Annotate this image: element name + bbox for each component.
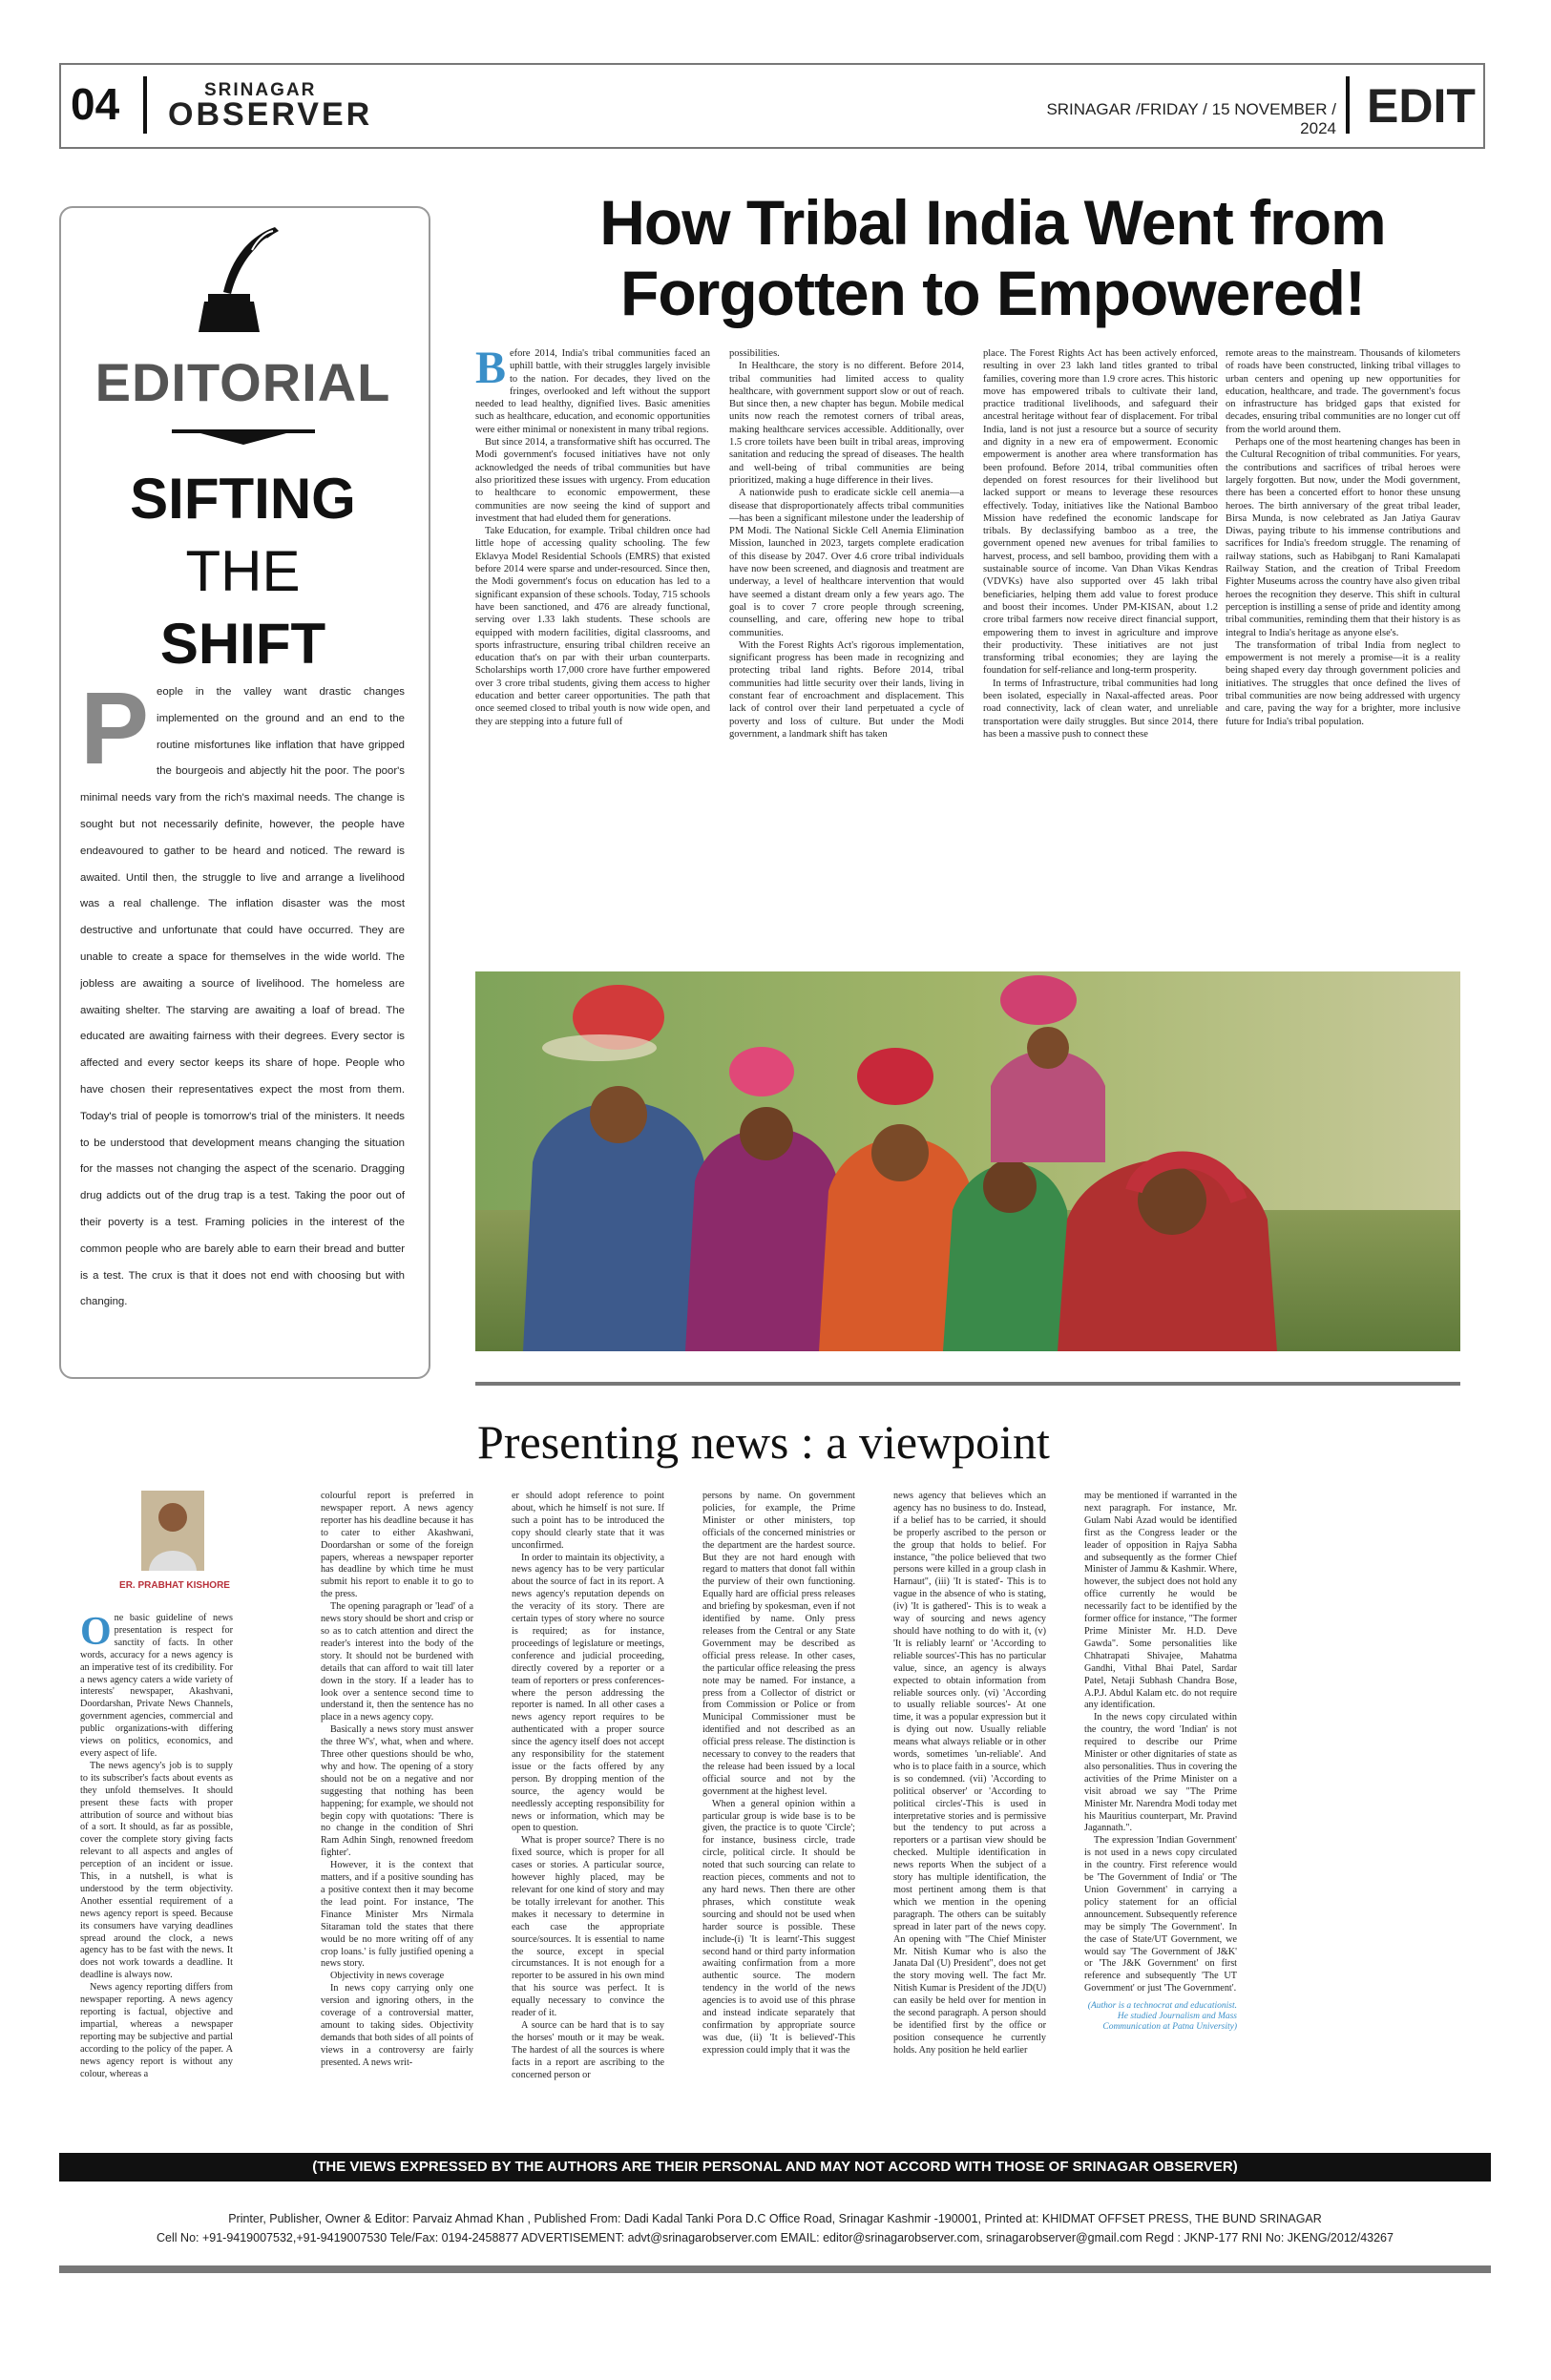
paragraph: The expression 'Indian Government' is not used in a news copy circulated in the country. First reference would be 'The Government of India' or 'The Union Government' in carrying a policy statement for an official announcement. Subsequently reference may be simply 'The Government'. In the case of State/UT Government, we would say 'The Government of J&K' or 'The J&K Government' on first reference and subsequently 'The UT Government' or just 'The Government'. xyxy=(1084,1835,1237,1994)
newspaper-logo: OBSERVER xyxy=(168,96,373,133)
imprint-contact-line: Cell No: +91-9419007532,+91-9419007530 Tele/Fax: 0194-2458877 ADVERTISEMENT: advt@srinagarobserver.com EMAIL: editor@srinagarobserver.com, srinagarobserver@gmail.com Regd : JKNP-177 RNI No: JKENG/2012/43267 xyxy=(157,2231,1394,2244)
editorial-text: eople in the valley want drastic changes implemented on the ground and an end to the routine misfortunes like inflation that have gripped the bourgeois and abjectly hit the poor. The poor's minimal needs vary from the rich's maximal needs. The change is sought but not necessarily definite, however, the people have endeavoured to gather to be heard and noticed. The reward is awaited. Until then, the struggle to live and arrange a livelihood was a real challenge. The inflation disaster was the most destructive and unfortunate that could have occurred. They are unable to create a space for themselves in the wide world. The jobless are awaiting a source of livelihood. The homeless are awaiting shelter. The starving are awaiting a loaf of bread. The educated are awaiting fairness with their degrees. Every sector is affected and every sector keeps its share of hope. People who have chosen their representatives expect the most from them. Today's trial of people is tomorrow's trial of the ministers. It needs to be understood that development means changing the situation for the masses not changing the aspect of the scenario. Dragging drug addicts out of the drug trap is a test. Taking the poor out of their poverty is a test. Framing policies in the interest of the common people who are barely able to earn their bread and butter is a test. The crux is that it does not end with choosing but with changing. xyxy=(80,686,405,1308)
main-headline xyxy=(449,187,1537,328)
author-byline: ER. PRABHAT KISHORE xyxy=(119,1580,230,1591)
paragraph: may be mentioned if warranted in the next paragraph. For instance, Mr. Gulam Nabi Azad would be identified first as the Congress leader or the leader of opposition in Rajya Sabha and subsequently as the former Chief Minister of Jammu & Kashmir. Where, however, the subject does not hold any office currently he would be necessarily fact to be identified by the former office for instance, "The former Prime Minister Mr. H.D. Deve Gawda". Some personalities like Chhatrapati Shivajee, Mahatma Gandhi, Vithal Bhai Patel, Sardar Patel, Netaji Subhash Chandra Bose, A.P.J. Abdul Kalam etc. do not require any identification. xyxy=(1084,1491,1237,1711)
main-story-column xyxy=(983,347,1218,958)
editorial-title-line3: SHIFT xyxy=(159,612,326,676)
author-note: (Author is a technocrat and educationist. He studied Journalism and Mass Communication at Patna University) xyxy=(1087,2001,1237,2033)
second-headline: Presenting news : a viewpoint xyxy=(477,1415,1050,1469)
paragraph: A source can be hard that is to say the horses' mouth or it may be weak. The hardest of all the sources is where facts in a report are ascribing to the concerned person or xyxy=(512,2019,664,2080)
paragraph: What is proper source? There is no fixed source, which is proper for all cases or stories. A particular source, however highly placed, may be relevant for one kind of story and may be totally irrelevant for another. This makes it necessary to determine in each case the appropriate source/sources. It is essential to name the source, except in special circumstances. It is not enough for a reporter to be assured in his own mind that his source was perfect. It is equally necessary to convince the reader of it. xyxy=(512,1835,664,2019)
second-story-column xyxy=(80,1613,233,2101)
quill-ink-icon xyxy=(172,221,305,336)
paragraph: However, it is the context that matters, and if a positive sounding has a positive context then it may become the lead point. For instance, 'The Finance Minister Mrs Nirmala Sitaraman told the states that there would be no more writing off of any crop loans.' is fully justified opening a news story. xyxy=(321,1860,473,1970)
paragraph: Perhaps one of the most heartening changes has been in the Cultural Recognition of tribal communities. For years, the contributions and sacrifices of tribal heroes were largely forgotten. But now, under the Modi government, there has been a concerted effort to honor these unsung heroes. The birth anniversary of the great tribal leader, Birsa Munda, is now celebrated as Jan Jatiya Gaurav Diwas, paying tribute to his immense contributions and sacrifices for India's freedom struggle. The renaming of railway stations, such as Habibganj to Rani Kamalapati Railway Station, and the creation of Tribal Freedom Fighter Museums across the country have also given tribal heroes the recognition they deserve. This shift in cultural perception is instilling a sense of pride and identity among tribal communities, reminding them that their history is as integral to India's heritage as anyone else's. xyxy=(1226,437,1460,638)
bottom-rule xyxy=(59,2265,1491,2273)
paragraph: In news copy carrying only one version and ignoring others, in the coverage of a controversial matter, amount to taking sides. Objectivity demands that both sides of all points of views in a controversy are fairly presented. A news writ- xyxy=(321,1983,473,2068)
editorial-drop-cap: P xyxy=(80,679,150,785)
chevron-down-icon xyxy=(172,429,315,445)
header-divider xyxy=(143,76,147,134)
main-story-drop-cap: B xyxy=(475,347,507,393)
second-story-column xyxy=(1084,1491,1237,2101)
page-number: 04 xyxy=(71,79,120,129)
editorial-title-line2: THE xyxy=(185,539,301,603)
second-story-column xyxy=(321,1491,473,2101)
paragraph: In order to maintain its objectivity, a news agency has to be very particular about the source of fact in its report. A news agency's reputation depends on the veracity of its story. There are certain types of story where no source is required; as for instance, proceedings of legislature or meetings, conference and judicial proceeding, directly covered by a reporter or a team of reporters or press conferences-where the person addressing the reporter is named. In all other cases a news agency report requires to be authenticated with a proper source since the agency itself does not accept any responsibility for the statement issue or the facts offered by any person. By dropping mention of the source, the agency would be needlessly accepting responsibility for news or information, which may be open to question. xyxy=(512,1552,664,1834)
main-story-column xyxy=(729,347,964,958)
paragraph: Objectivity in news coverage xyxy=(330,1971,445,1982)
paragraph: The news agency's job is to supply to its subscriber's facts about events as they unfold themselves. It should present these facts with proper attribution of source and without bias of a sort. It should, as far as possible, cover the complete story giving facts relevant to all aspects and angles of perception of an incident or issue. This, in a nutshell, is what is understood by the term objectivity. Another essential requirement of a news agency report is speed. Because its consumers have varying deadlines spread around the clock, a news agency has to be fast with the news. It does not work towards a deadline. It deadline is always now. xyxy=(80,1760,233,1981)
editorial-title-line1: SIFTING xyxy=(130,467,356,531)
paragraph: But since 2014, a transformative shift has occurred. The Modi government's focused initiatives have not only acknowledged the needs of tribal communities but have also prioritized these issues with urgency. From education to healthcare to economic empowerment, these communities are now seeing the kind of support and investment that had eluded them for generations. xyxy=(475,437,710,524)
paragraph: efore 2014, India's tribal communities faced an uphill battle, with their struggles largely invisible to the nation. For decades, they lived on the fringes, overlooked and left without the support needed to lead healthy, dignified lives. Basic amenities such as healthcare, education, and economic opportunities were either minimal or nonexistent in many tribal regions. xyxy=(475,348,710,435)
paragraph: news agency that believes which an agency has no business to do. Instead, if a belief has to be carried, it should be properly ascribed to the person or the group that holds to belief. For instance, "the police believed that two persons were killed in a group clash in Harnaut", (iii) 'It is stated'- This is to vague in the absence of who is stating, (iv) 'It is gathered'- This is to weak a way of sourcing and news agency should have nothing to do with it, (v) 'It is reliably learnt' or 'According to reliable sources'-This has no particular value, since, an agency is always expected to obtain information from reliable sources only. (vi) 'According to usually reliable sources'- At one time, it was a popular expression but it is dying out now. Usually reliable means what always reliable or in other words, sometimes 'un-reliable'. And who is to place faith in a source, which is so condemned. (vii) 'According to political observer' or 'According to political circles'-This is used in interpretative stories and is permissive but the tendency to put across a reporters or a partisan view should be checked. Multiple identification in news reports When the subject of a story has multiple identification, the most pertinent among them is that which we mention in the opening paragraph. The others can be suitably spread in later part of the news copy. An opening with "The Chief Minister Mr. Nitish Kumar who is also the Janata Dal (U) President", does not get the story moving well. The fact Mr. Nitish Kumar is President of the JD(U) can easily be held over for mention in the second paragraph. A person should be identified first by the office or position consequence he currently holds. Any position he held earlier xyxy=(893,1491,1046,2056)
paragraph: The opening paragraph or 'lead' of a news story should be short and crisp or so as to catch attention and direct the reader's interest into the body of the story. It should not be burdened with details that can afford to wait till later down in the story. If a leader has to look over a sentence second time to understand it, then the sentence has no place in a news agency copy. xyxy=(321,1601,473,1723)
paragraph: In the news copy circulated within the country, the word 'Indian' is not required to describe our Prime Minister or other dignitaries of state as also personalities. Thus in covering the activities of the Prime Minister on a visit abroad we say "The Prime Minister Mr. Narendra Modi today met his Mauritius counterpart, Mr. Pravind Jagannath.". xyxy=(1084,1712,1237,1834)
paragraph: With the Forest Rights Act's rigorous implementation, significant progress has been made in recognizing and protecting tribal land rights. Before 2014, tribal communities had little security over their lands, living in constant fear of encroachment and displacement. This lack of control over their land perpetuated a cycle of poverty and loss of culture. But under the Modi government, a landmark shift has taken xyxy=(729,639,964,740)
section-label: EDIT xyxy=(1367,79,1476,133)
paragraph: The transformation of tribal India from neglect to empowerment is not merely a promise—it is a reality being shaped every day through government policies and initiatives. The struggles that once defined the lives of tribal communities are now being addressed with urgency and care, paving the way for a brighter, more inclusive future for India's tribal population. xyxy=(1226,639,1460,727)
paragraph: er should adopt reference to point about, which he himself is not sure. If such a point has to be introduced the copy should clearly state that it was unconfirmed. xyxy=(512,1491,664,1551)
main-headline-line1: How Tribal India Went from xyxy=(599,187,1386,258)
second-story-column xyxy=(512,1491,664,2101)
paragraph: remote areas to the mainstream. Thousands of kilometers of roads have been constructed, linking tribal villages to urban centers and opening up new opportunities for education, healthcare, and trade. The government's focus on infrastructure has bridged gaps that existed for decades, ensuring tribal communities are no longer cut off from the world around them. xyxy=(1226,348,1460,435)
paragraph: In Healthcare, the story is no different. Before 2014, tribal communities had limited access to quality healthcare, with government support slow or out of reach. But since then, a new chapter has begun. Mobile medical units now reach the remotest corners of tribal areas, making healthcare services accessible. Additionally, over 1.5 crore toilets have been built in tribal areas, improving sanitation and reducing the spread of diseases. The health and well-being of tribal communities are being prioritized, making a huge difference in their lives. xyxy=(729,361,964,486)
paragraph: Basically a news story must answer the three W's', what, when and where. Three other questions should be who, why and how. The opening of a story should not be on a negative and nor suggesting that nothing has been happening; for example, we should not begin copy with quotations: 'There is no change in the condition of Shri Ram Adhin Singh, renowned freedom fighter'. xyxy=(321,1724,473,1859)
paragraph: In terms of Infrastructure, tribal communities had long been isolated, especially in Naxal-affected areas. Poor road connectivity, lack of clean water, and unreliable transportation were daily struggles. But since 2014, there has been a massive push to connect these xyxy=(983,678,1218,740)
paragraph: possibilities. xyxy=(729,348,780,359)
second-story-column xyxy=(893,1491,1046,2101)
paragraph: News agency reporting differs from newspaper reporting. A news agency reporting is factual, objective and impartial, whereas a newspaper reporting may be subjective and partial according to the policy of the paper. A news agency report is without any colour, whereas a xyxy=(80,1982,233,2079)
editorial-body xyxy=(80,679,405,1367)
paragraph: A nationwide push to eradicate sickle cell anemia—a disease that disproportionately affects tribal communities—has been a significant milestone under the leadership of PM Modi. The National Sickle Cell Anemia Elimination Mission, launched in 2023, targets complete eradication of this disease by 2047. Over 4.6 crore tribal individuals have now been screened, and diagnosis and treatment are underway, a level of healthcare intervention that would have seemed a distant dream only a few years ago. The goal is to cover 7 crore people through screening, counselling, and care, offering new hope to tribal communities. xyxy=(729,488,964,638)
second-story-column xyxy=(702,1491,855,2101)
logo-top-text: SRINAGAR xyxy=(204,80,317,100)
paragraph: Take Education, for example. Tribal children once had little hope of accessing quality schooling. The few Eklavya Model Residential Schools (EMRS) that existed before 2014 were sparse and under-resourced. Since then, the Modi government's focus on education has led to a significant expansion of these schools. Today, 715 schools have been sanctioned, and 476 are already functional, serving over 1.33 lakh students. These schools are equipped with modern facilities, digital classrooms, and sports infrastructure, ensuring tribal children receive an education that's on par with their urban counterparts. Scholarships worth 17,000 crore have further empowered over 3 crore tribal students, giving them access to higher education and better career opportunities. The path that once seemed closed to tribal youth is now wide open, and they are stepping into a future full of xyxy=(475,526,710,727)
dateline: SRINAGAR /FRIDAY / 15 NOVEMBER / 2024 xyxy=(1046,100,1336,137)
paragraph: colourful report is preferred in newspaper report. A news agency reporter has his deadline because it has to cater to either Akashwani, Doordarshan or some of the foreign papers, whereas a newspaper reporter has deadline by which time he must submit his report to enable it to go to the press. xyxy=(321,1491,473,1600)
main-story-column xyxy=(1226,347,1460,958)
author-photo xyxy=(141,1491,204,1571)
main-headline-line2: Forgotten to Empowered! xyxy=(620,258,1365,328)
main-story-column xyxy=(475,347,710,958)
paragraph: When a general opinion within a particular group is wide base is to be given, the practice is to quote 'Circle'; for instance, business circle, trade circle, political circle. It should be noted that such sourcing can relate to reaction pieces, comments and not to any hard news. Then there are other phrases, which constitute weak sourcing and should not be used when harder source is possible. These include-(i) 'It is learnt'-This suggest second hand or third party information awaiting confirmation from a more authentic source. The modern tendency in the world of the news agencies is to avoid use of this phrase and instead indicate separately that confirmation by appropriate source was due, (ii) 'It is believed'-This expression could imply that it was the xyxy=(702,1798,855,2056)
paragraph: place. The Forest Rights Act has been actively enforced, resulting in over 23 lakh land titles granted to tribal families, covering more than 1.9 crore acres. This historic move has empowered tribals to cultivate their land, practice traditional livelihoods, and safeguard their ancestral heritage without fear of displacement. For tribal India, land is not just a resource but a source of security and dignity in a new era of empowerment. Economic empowerment is another area where transformation has been profound. Before 2014, tribal communities often depended on forest resources for their livelihood but lacked support or means to leverage these resources effectively. Today, initiatives like the National Bamboo Mission have redefined the economic landscape for tribals. By declassifying bamboo as a tree, the government opened new avenues for tribal families to harvest, process, and sell bamboo, providing them with a sustainable source of income. Van Dhan Vikas Kendras (VDVKs) have also supported over 45 lakh tribal beneficiaries, helping them add value to forest produce and boost their incomes. Under PM-KISAN, about 1.2 crore tribal farmers now receive direct financial support, empowering them to invest in agriculture and improve their productivity. These initiatives are not just transforming tribal economies; they are laying the foundation for self-reliance and long-term prosperity. xyxy=(983,348,1218,677)
header-divider xyxy=(1346,76,1350,134)
second-story-drop-cap: O xyxy=(80,1613,112,1654)
tribal-women-photo xyxy=(475,971,1460,1351)
disclaimer-banner: (THE VIEWS EXPRESSED BY THE AUTHORS ARE THEIR PERSONAL AND MAY NOT ACCORD WITH THOSE OF SRINAGAR OBSERVER) xyxy=(59,2153,1491,2182)
section-divider xyxy=(475,1382,1460,1386)
paragraph: persons by name. On government policies, for example, the Prime Minister or other ministers, top officials of the concerned ministries or the department are the hardest source. But they are not hard enough with regard to matters that donot fall within the purview of their own functioning. Equally hard are official press releases and briefing by spokesman, even if not identified by name. Only press releases from the Central or any State Government may be described as official press release. In other cases, the particular office releasing the press note may be named. For instance, a press from a Collector of district or from Commission or Police or from Municipal Commissioner must be identified and not described as an official press release. The distinction is necessary to convey to the readers that the release had been issued by a local official source and not by the government at the highest level. xyxy=(702,1491,855,1797)
paragraph: ne basic guideline of news presentation is respect for sanctity of facts. In other words, accuracy for a news agency is an imperative test of its credibility. For a news agency caters a wide variety of interests' newspaper, Akashvani, Doordarshan, Private News Channels, government agencies, commercial and public organizations-with differing views on politics, economics, and every aspect of life. xyxy=(80,1613,233,1759)
editorial-label: EDITORIAL xyxy=(94,352,391,412)
imprint-line: Printer, Publisher, Owner & Editor: Parvaiz Ahmad Khan , Published From: Dadi Kadal Tanki Pora D.C Office Road, Srinagar Kashmir -190001, Printed at: KHIDMAT OFFSET PRESS, THE BUND SRINAGAR xyxy=(228,2212,1322,2225)
